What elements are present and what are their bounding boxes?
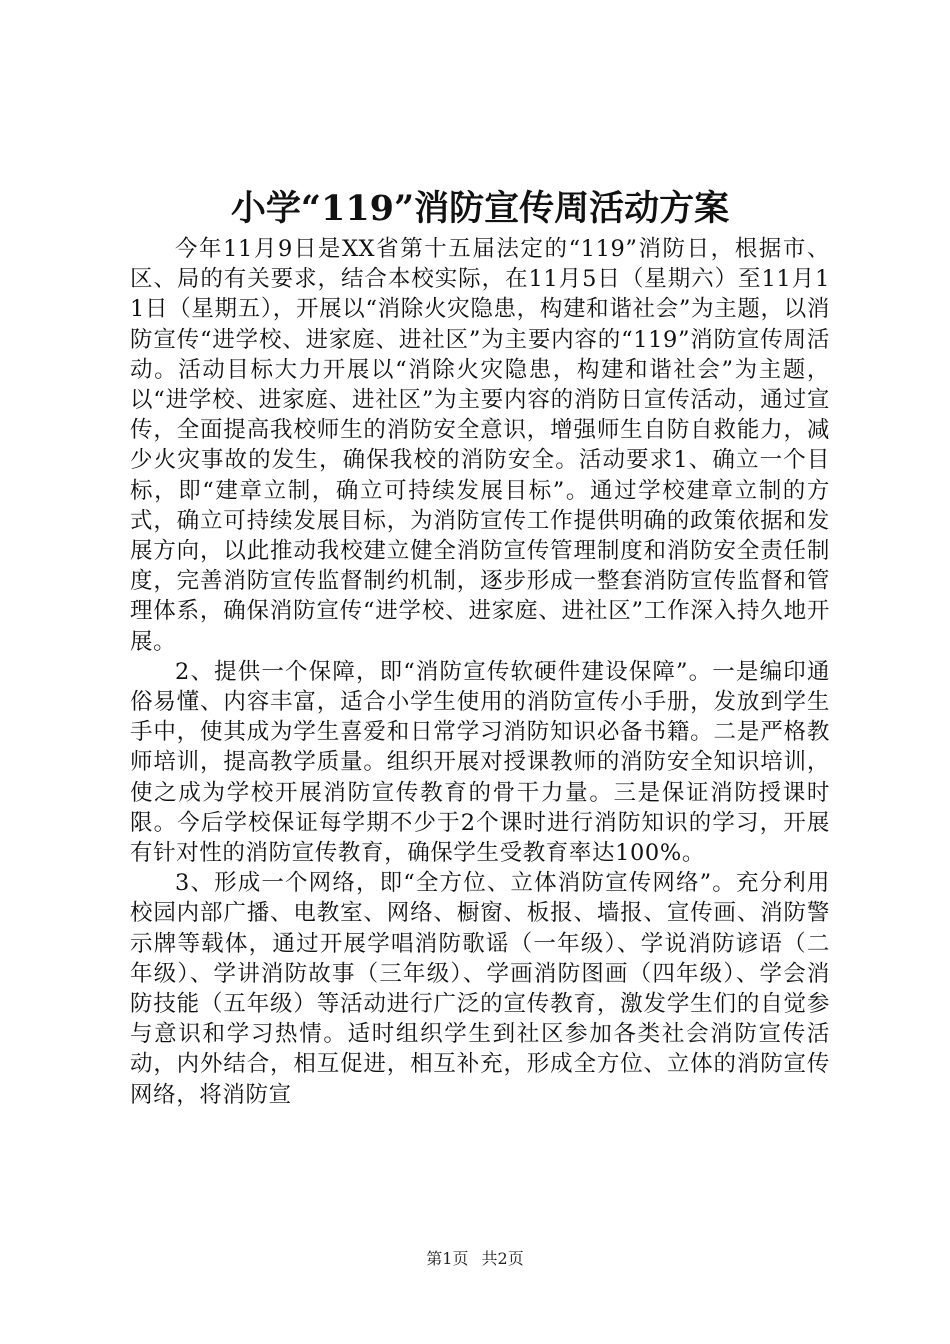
page-number-current: 第1页 (426, 1249, 469, 1268)
paragraph-2: 2、提供一个保障，即“消防宣传软硬件建设保障”。一是编印通俗易懂、内容丰富，适合小学生使用的消防宣传小手册，发放到学生手中，使其成为学生喜爱和日常学习消防知识必备书籍。二是严格教师培训，提高教学质量。组织开展对授课教师的消防安全知识培训，使之成为学校开展消防宣传教育的骨干力量。三是保证消防授课时限。今后学校保证每学期不少于2个课时进行消防知识的学习，开展有针对性的消防宣传教育，确保学生受教育率达100%。 (130, 658, 830, 867)
document-body (130, 234, 830, 1110)
page-footer (0, 1248, 950, 1270)
paragraph-3: 3、形成一个网络，即“全方位、立体消防宣传网络”。充分利用校园内部广播、电教室、网络、橱窗、板报、墙报、宣传画、消防警示牌等载体，通过开展学唱消防歌谣（一年级）、学说消防谚语（二年级）、学讲消防故事（三年级）、学画消防图画（四年级）、学会消防技能（五年级）等活动进行广泛的宣传教育，激发学生们的自觉参与意识和学习热情。适时组织学生到社区参加各类社会消防宣传活动，内外结合，相互促进，相互补充，形成全方位、立体的消防宣传网络，将消防宣 (130, 870, 830, 1108)
document-title: 小学“119”消防宣传周活动方案 (230, 188, 730, 229)
page-number-total: 共2页 (481, 1249, 524, 1268)
paragraph-1: 今年11月9日是XX省第十五届法定的“119”消防日，根据市、区、局的有关要求，结合本校实际，在11月5日（星期六）至11月11日（星期五），开展以“消除火灾隐患，构建和谐社会”为主题，以消防宣传“进学校、进家庭、进社区”为主要内容的“119”消防宣传周活动。活动目标大力开展以“消除火灾隐患，构建和谐社会”为主题，以“进学校、进家庭、进社区”为主要内容的消防日宣传活动，通过宣传，全面提高我校师生的消防安全意识，增强师生自防自救能力，减少火灾事故的发生，确保我校的消防安全。活动要求1、确立一个目标，即“建章立制，确立可持续发展目标”。通过学校建章立制的方式，确立可持续发展目标，为消防宣传工作提供明确的政策依据和发展方向，以此推动我校建立健全消防宣传管理制度和消防安全责任制度，完善消防宣传监督制约机制，逐步形成一整套消防宣传监督和管理体系，确保消防宣传“进学校、进家庭、进社区”工作深入持久地开展。 (130, 236, 830, 655)
